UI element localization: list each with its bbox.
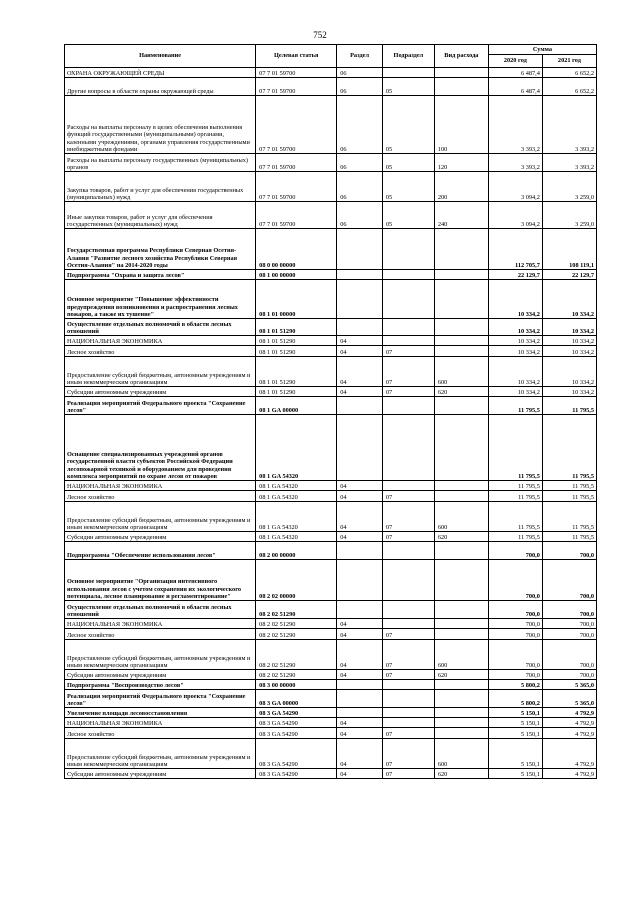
cell-subsection <box>382 270 434 280</box>
cell-code: 08 2 02 51290 <box>256 640 337 670</box>
table-row <box>65 229 597 270</box>
table-row <box>65 728 597 739</box>
cell-expense-type <box>434 415 488 481</box>
cell-name: ОХРАНА ОКРУЖАЮЩЕЙ СРЕДЫ <box>65 68 256 78</box>
cell-code: 07 7 01 59700 <box>256 154 337 172</box>
cell-expense-type <box>434 619 488 629</box>
cell-subsection: 07 <box>382 739 434 769</box>
cell-expense-type <box>434 68 488 78</box>
header-sum: Сумма <box>488 45 596 55</box>
cell-2020: 5 150,1 <box>488 728 542 739</box>
table-row <box>65 96 597 154</box>
table-row <box>65 629 597 640</box>
cell-2021: 3 259,0 <box>542 172 596 202</box>
cell-2021: 11 795,5 <box>542 481 596 491</box>
cell-section <box>337 601 383 619</box>
cell-2020: 11 795,5 <box>488 397 542 415</box>
cell-code: 08 1 GA 54320 <box>256 502 337 532</box>
cell-2021: 4 792,9 <box>542 728 596 739</box>
cell-code: 08 2 02 51290 <box>256 601 337 619</box>
cell-2021: 4 792,9 <box>542 769 596 779</box>
cell-2021: 10 334,2 <box>542 387 596 397</box>
cell-code: 08 1 GA 54320 <box>256 481 337 491</box>
cell-subsection: 07 <box>382 629 434 640</box>
cell-expense-type: 620 <box>434 670 488 680</box>
cell-2020: 22 129,7 <box>488 270 542 280</box>
cell-2020: 10 334,2 <box>488 319 542 336</box>
cell-2020: 3 094,2 <box>488 172 542 202</box>
table-row <box>65 336 597 346</box>
cell-subsection: 05 <box>382 154 434 172</box>
cell-name: Лесное хозяйство <box>65 629 256 640</box>
cell-name: Расходы на выплаты персоналу в целях обеспечения выполнения функций государственными (муниципальными) органами, казенными учреждениями, органами управления государственными внебюджетными фондами <box>65 96 256 154</box>
cell-section: 04 <box>337 769 383 779</box>
cell-code: 08 1 01 51290 <box>256 336 337 346</box>
cell-2020: 700,0 <box>488 619 542 629</box>
cell-code: 08 1 GA 54320 <box>256 532 337 542</box>
cell-code: 07 7 01 59700 <box>256 96 337 154</box>
header-section: Раздел <box>337 45 383 68</box>
cell-name: НАЦИОНАЛЬНАЯ ЭКОНОМИКА <box>65 619 256 629</box>
cell-expense-type: 620 <box>434 532 488 542</box>
cell-expense-type: 240 <box>434 202 488 229</box>
cell-expense-type <box>434 346 488 357</box>
cell-section: 04 <box>337 336 383 346</box>
cell-2020: 11 795,5 <box>488 481 542 491</box>
cell-expense-type <box>434 491 488 502</box>
cell-expense-type <box>434 229 488 270</box>
cell-name: Реализация мероприятий Федерального проекта "Сохранение лесов" <box>65 690 256 708</box>
cell-2021: 700,0 <box>542 670 596 680</box>
table-row <box>65 481 597 491</box>
table-row <box>65 357 597 387</box>
cell-name: Оснащение специализированных учреждений органов государственной власти субъектов Российской Федерации лесопожарной техникой и оборудованием для проведения комплекса мероприятий по охране лесов от пожаров <box>65 415 256 481</box>
cell-subsection <box>382 690 434 708</box>
table-row <box>65 690 597 708</box>
table-row <box>65 619 597 629</box>
cell-code: 08 0 00 00000 <box>256 229 337 270</box>
cell-subsection: 07 <box>382 502 434 532</box>
cell-2021: 700,0 <box>542 640 596 670</box>
cell-2020: 700,0 <box>488 542 542 560</box>
cell-2021: 10 334,2 <box>542 346 596 357</box>
cell-code: 07 7 01 59700 <box>256 68 337 78</box>
table-row <box>65 319 597 336</box>
cell-section <box>337 708 383 718</box>
cell-subsection <box>382 708 434 718</box>
cell-code: 08 1 GA 00000 <box>256 397 337 415</box>
cell-2020: 10 334,2 <box>488 357 542 387</box>
cell-expense-type <box>434 542 488 560</box>
cell-2020: 112 705,7 <box>488 229 542 270</box>
cell-subsection: 07 <box>382 387 434 397</box>
cell-name: Основное мероприятие "Организация интенсивного использования лесов с учетом сохранения их экологического потенциала, лесное планирование и регламентирование" <box>65 560 256 601</box>
cell-name: Другие вопросы в области охраны окружающей среды <box>65 78 256 96</box>
table-row <box>65 491 597 502</box>
cell-code: 08 3 GA 54290 <box>256 769 337 779</box>
cell-2020: 5 800,2 <box>488 690 542 708</box>
cell-2020: 11 795,5 <box>488 502 542 532</box>
cell-expense-type: 600 <box>434 739 488 769</box>
cell-expense-type <box>434 718 488 728</box>
cell-code: 08 3 00 00000 <box>256 680 337 690</box>
cell-name: Лесное хозяйство <box>65 346 256 357</box>
cell-code: 07 7 01 59700 <box>256 202 337 229</box>
cell-expense-type <box>434 601 488 619</box>
cell-section: 06 <box>337 202 383 229</box>
table-row <box>65 397 597 415</box>
table-row <box>65 502 597 532</box>
cell-2020: 5 150,1 <box>488 739 542 769</box>
table-row <box>65 280 597 319</box>
table-row <box>65 560 597 601</box>
cell-2021: 4 792,9 <box>542 718 596 728</box>
cell-section: 04 <box>337 718 383 728</box>
page-number: 752 <box>313 30 327 40</box>
cell-2021: 11 795,5 <box>542 397 596 415</box>
cell-2021: 11 795,5 <box>542 502 596 532</box>
cell-2021: 6 652,2 <box>542 78 596 96</box>
cell-code: 08 1 GA 54320 <box>256 415 337 481</box>
cell-2020: 700,0 <box>488 629 542 640</box>
cell-2021: 11 795,5 <box>542 491 596 502</box>
cell-subsection: 05 <box>382 96 434 154</box>
cell-2021: 700,0 <box>542 560 596 601</box>
cell-2021: 10 334,2 <box>542 319 596 336</box>
table-row <box>65 670 597 680</box>
cell-section: 06 <box>337 154 383 172</box>
cell-code: 08 1 GA 54320 <box>256 491 337 502</box>
table-row <box>65 202 597 229</box>
cell-code: 08 3 GA 54290 <box>256 718 337 728</box>
table-row <box>65 68 597 78</box>
cell-name: Предоставление субсидий бюджетным, автономным учреждениям и иным некоммерческим организациям <box>65 739 256 769</box>
cell-2020: 11 795,5 <box>488 415 542 481</box>
cell-code: 08 1 00 00000 <box>256 270 337 280</box>
cell-name: Лесное хозяйство <box>65 491 256 502</box>
cell-subsection <box>382 619 434 629</box>
cell-2020: 5 150,1 <box>488 769 542 779</box>
cell-2020: 6 487,4 <box>488 78 542 96</box>
cell-code: 08 1 01 00000 <box>256 280 337 319</box>
cell-subsection: 07 <box>382 491 434 502</box>
cell-expense-type: 120 <box>434 154 488 172</box>
budget-table <box>64 44 597 779</box>
cell-code: 08 3 GA 54290 <box>256 728 337 739</box>
cell-section: 06 <box>337 68 383 78</box>
cell-section: 06 <box>337 172 383 202</box>
cell-section: 04 <box>337 481 383 491</box>
cell-subsection <box>382 415 434 481</box>
table-row <box>65 532 597 542</box>
cell-2021: 700,0 <box>542 601 596 619</box>
cell-expense-type <box>434 336 488 346</box>
cell-name: Лесное хозяйство <box>65 728 256 739</box>
cell-code: 08 2 02 51290 <box>256 629 337 640</box>
cell-subsection: 05 <box>382 172 434 202</box>
cell-name: Предоставление субсидий бюджетным, автономным учреждениям и иным некоммерческим организациям <box>65 640 256 670</box>
cell-name: Подпрограмма "Охрана и защита лесов" <box>65 270 256 280</box>
cell-2021: 700,0 <box>542 629 596 640</box>
cell-2021: 5 365,0 <box>542 680 596 690</box>
table-row <box>65 769 597 779</box>
cell-subsection <box>382 229 434 270</box>
cell-expense-type <box>434 680 488 690</box>
cell-subsection <box>382 280 434 319</box>
cell-2021: 11 795,5 <box>542 532 596 542</box>
cell-expense-type <box>434 270 488 280</box>
cell-2020: 10 334,2 <box>488 387 542 397</box>
cell-2021: 3 393,2 <box>542 96 596 154</box>
cell-section <box>337 690 383 708</box>
table-row <box>65 346 597 357</box>
cell-expense-type: 100 <box>434 96 488 154</box>
cell-name: Предоставление субсидий бюджетным, автономным учреждениям и иным некоммерческим организациям <box>65 357 256 387</box>
cell-name: Субсидии автономным учреждениям <box>65 532 256 542</box>
cell-subsection <box>382 601 434 619</box>
cell-code: 08 1 01 51290 <box>256 346 337 357</box>
cell-name: Осуществление отдельных полномочий в области лесных отношений <box>65 319 256 336</box>
table-row <box>65 601 597 619</box>
cell-name: Иные закупки товаров, работ и услуг для обеспечения государственных (муниципальных) нужд <box>65 202 256 229</box>
cell-section: 04 <box>337 532 383 542</box>
cell-subsection: 05 <box>382 202 434 229</box>
cell-name: Подпрограмма "Обеспечение использования лесов" <box>65 542 256 560</box>
cell-expense-type <box>434 280 488 319</box>
cell-2020: 3 094,2 <box>488 202 542 229</box>
cell-subsection: 07 <box>382 640 434 670</box>
cell-expense-type: 600 <box>434 357 488 387</box>
cell-name: Осуществление отдельных полномочий в области лесных отношений <box>65 601 256 619</box>
table-row <box>65 387 597 397</box>
cell-subsection <box>382 680 434 690</box>
cell-code: 08 1 01 51290 <box>256 387 337 397</box>
table-row <box>65 78 597 96</box>
cell-2020: 5 150,1 <box>488 718 542 728</box>
header-subsection: Подраздел <box>382 45 434 68</box>
cell-2020: 700,0 <box>488 670 542 680</box>
cell-expense-type <box>434 629 488 640</box>
header-code: Целевая статья <box>256 45 337 68</box>
cell-2021: 4 792,9 <box>542 739 596 769</box>
table-row <box>65 542 597 560</box>
table-body <box>65 68 597 779</box>
header-year-2021: 2021 год <box>542 55 596 68</box>
cell-expense-type: 600 <box>434 640 488 670</box>
cell-name: Увеличение площади лесовосстановления <box>65 708 256 718</box>
table-row <box>65 680 597 690</box>
cell-subsection <box>382 718 434 728</box>
cell-2020: 10 334,2 <box>488 346 542 357</box>
cell-expense-type <box>434 560 488 601</box>
cell-name: НАЦИОНАЛЬНАЯ ЭКОНОМИКА <box>65 481 256 491</box>
cell-name: Расходы на выплаты персоналу государственных (муниципальных) органов <box>65 154 256 172</box>
cell-subsection <box>382 542 434 560</box>
cell-2020: 11 795,5 <box>488 532 542 542</box>
cell-2020: 5 800,2 <box>488 680 542 690</box>
cell-code: 08 2 02 51290 <box>256 670 337 680</box>
cell-name: Подпрограмма "Воспроизводство лесов" <box>65 680 256 690</box>
table-row <box>65 270 597 280</box>
cell-expense-type <box>434 397 488 415</box>
cell-name: Субсидии автономным учреждениям <box>65 769 256 779</box>
cell-2020: 700,0 <box>488 601 542 619</box>
cell-name: НАЦИОНАЛЬНАЯ ЭКОНОМИКА <box>65 718 256 728</box>
header-year-2020: 2020 год <box>488 55 542 68</box>
cell-section: 04 <box>337 502 383 532</box>
header-name: Наименование <box>65 45 256 68</box>
cell-name: Субсидии автономным учреждениям <box>65 387 256 397</box>
cell-expense-type <box>434 481 488 491</box>
cell-section <box>337 680 383 690</box>
cell-name: Предоставление субсидий бюджетным, автономным учреждениям и иным некоммерческим организациям <box>65 502 256 532</box>
cell-expense-type: 600 <box>434 502 488 532</box>
cell-section: 04 <box>337 728 383 739</box>
cell-code: 08 1 01 51290 <box>256 319 337 336</box>
cell-2020: 10 334,2 <box>488 280 542 319</box>
cell-subsection: 07 <box>382 346 434 357</box>
cell-2021: 3 393,2 <box>542 154 596 172</box>
cell-section: 04 <box>337 357 383 387</box>
cell-section <box>337 397 383 415</box>
cell-code: 07 7 01 59700 <box>256 78 337 96</box>
cell-subsection <box>382 336 434 346</box>
cell-expense-type: 620 <box>434 387 488 397</box>
cell-2020: 5 150,1 <box>488 708 542 718</box>
cell-expense-type <box>434 78 488 96</box>
cell-name: Государственная программа Республики Северная Осетия-Алания "Развитие лесного хозяйства Республики Северная Осетия-Алания" на 2014-2020 годы <box>65 229 256 270</box>
cell-subsection <box>382 481 434 491</box>
cell-subsection: 07 <box>382 357 434 387</box>
cell-section: 04 <box>337 670 383 680</box>
cell-section: 06 <box>337 78 383 96</box>
cell-code: 08 1 01 51290 <box>256 357 337 387</box>
cell-2020: 3 393,2 <box>488 154 542 172</box>
cell-2020: 11 795,5 <box>488 491 542 502</box>
cell-code: 07 7 01 59700 <box>256 172 337 202</box>
cell-subsection: 05 <box>382 78 434 96</box>
cell-name: Закупка товаров, работ и услуг для обеспечения государственных (муниципальных) нужд <box>65 172 256 202</box>
cell-code: 08 3 GA 00000 <box>256 690 337 708</box>
cell-section <box>337 542 383 560</box>
cell-2021: 700,0 <box>542 542 596 560</box>
cell-subsection <box>382 560 434 601</box>
cell-section <box>337 560 383 601</box>
cell-section <box>337 280 383 319</box>
table-row <box>65 415 597 481</box>
cell-subsection <box>382 68 434 78</box>
cell-section: 04 <box>337 619 383 629</box>
cell-2021: 10 334,2 <box>542 280 596 319</box>
cell-expense-type: 200 <box>434 172 488 202</box>
cell-2020: 700,0 <box>488 560 542 601</box>
cell-2021: 10 334,2 <box>542 357 596 387</box>
cell-code: 08 2 02 00000 <box>256 560 337 601</box>
cell-2021: 4 792,9 <box>542 708 596 718</box>
table-row <box>65 718 597 728</box>
cell-2021: 3 259,0 <box>542 202 596 229</box>
cell-2021: 11 795,5 <box>542 415 596 481</box>
cell-section: 04 <box>337 346 383 357</box>
cell-code: 08 2 02 51290 <box>256 619 337 629</box>
cell-2021: 10 334,2 <box>542 336 596 346</box>
cell-expense-type <box>434 690 488 708</box>
table-row <box>65 640 597 670</box>
cell-expense-type: 620 <box>434 769 488 779</box>
cell-name: Реализация мероприятий Федерального проекта "Сохранение лесов" <box>65 397 256 415</box>
cell-section: 04 <box>337 491 383 502</box>
cell-section: 04 <box>337 387 383 397</box>
cell-expense-type <box>434 708 488 718</box>
cell-subsection <box>382 319 434 336</box>
cell-2021: 700,0 <box>542 619 596 629</box>
cell-section: 04 <box>337 629 383 640</box>
table-row <box>65 739 597 769</box>
cell-2020: 10 334,2 <box>488 336 542 346</box>
header-expense-type: Вид расхода <box>434 45 488 68</box>
table-row <box>65 172 597 202</box>
cell-subsection: 07 <box>382 670 434 680</box>
cell-section <box>337 229 383 270</box>
cell-expense-type <box>434 319 488 336</box>
table-row <box>65 154 597 172</box>
cell-section: 04 <box>337 640 383 670</box>
cell-name: Субсидии автономным учреждениям <box>65 670 256 680</box>
cell-2021: 6 652,2 <box>542 68 596 78</box>
cell-code: 08 3 GA 54290 <box>256 708 337 718</box>
cell-subsection: 07 <box>382 728 434 739</box>
cell-subsection <box>382 397 434 415</box>
cell-code: 08 2 00 00000 <box>256 542 337 560</box>
cell-section <box>337 415 383 481</box>
cell-2020: 3 393,2 <box>488 96 542 154</box>
cell-2021: 5 365,0 <box>542 690 596 708</box>
cell-expense-type <box>434 728 488 739</box>
cell-subsection: 07 <box>382 532 434 542</box>
cell-2020: 700,0 <box>488 640 542 670</box>
cell-section: 04 <box>337 739 383 769</box>
cell-code: 08 3 GA 54290 <box>256 739 337 769</box>
cell-name: Основное мероприятие "Повышение эффективности предупреждения возникновения и распространения лесных пожаров, а также их тушение" <box>65 280 256 319</box>
cell-2021: 22 129,7 <box>542 270 596 280</box>
cell-2021: 108 119,1 <box>542 229 596 270</box>
table-row <box>65 708 597 718</box>
cell-2020: 6 487,4 <box>488 68 542 78</box>
cell-subsection: 07 <box>382 769 434 779</box>
cell-section <box>337 319 383 336</box>
cell-section <box>337 270 383 280</box>
cell-name: НАЦИОНАЛЬНАЯ ЭКОНОМИКА <box>65 336 256 346</box>
cell-section: 06 <box>337 96 383 154</box>
